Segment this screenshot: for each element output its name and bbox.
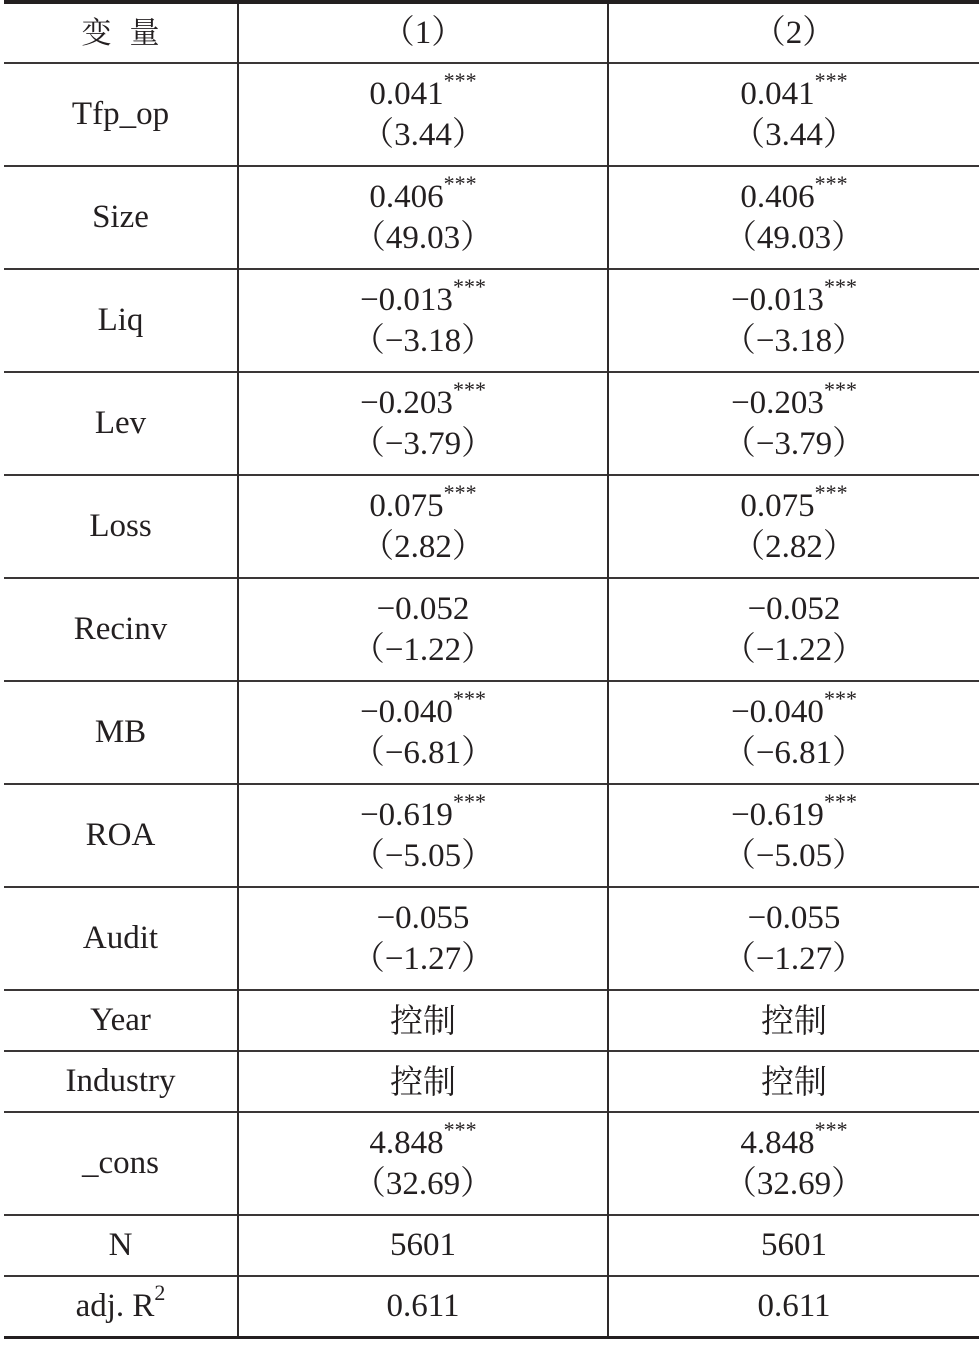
- coefficient: 4.848***: [740, 1116, 848, 1161]
- coefficient: −0.055: [747, 899, 841, 936]
- coefficient: −0.013***: [731, 273, 857, 318]
- t-statistic: （−1.22）: [722, 631, 866, 668]
- cell-col-2: [608, 578, 979, 681]
- coefficient: −0.055: [376, 899, 470, 936]
- coefficient: 0.406***: [369, 170, 477, 215]
- cell-col-1: [238, 269, 608, 372]
- cell-col-1: [238, 887, 608, 990]
- variable-name: MB: [4, 681, 238, 784]
- t-statistic: （3.44）: [361, 116, 485, 153]
- table-row: [4, 887, 979, 990]
- table-row: [4, 166, 979, 269]
- table-row: [4, 63, 979, 166]
- coefficient: 0.075***: [369, 479, 477, 524]
- t-statistic: （−3.79）: [351, 425, 495, 462]
- variable-name: Year: [4, 990, 238, 1051]
- cell-col-1: [238, 63, 608, 166]
- coefficient: −0.619***: [360, 788, 486, 833]
- coefficient: 0.041***: [369, 67, 477, 112]
- cell-col-2: [608, 681, 979, 784]
- cell-col-1: [238, 578, 608, 681]
- control-indicator: 控制: [238, 1051, 608, 1112]
- coefficient: −0.040***: [731, 685, 857, 730]
- cell-col-2: [608, 166, 979, 269]
- cell-col-2: [608, 372, 979, 475]
- t-statistic: （−3.18）: [722, 322, 866, 359]
- header-col-2: （2）: [608, 2, 979, 63]
- header-col-1: （1）: [238, 2, 608, 63]
- t-statistic: （−5.05）: [351, 837, 495, 874]
- variable-name: ROA: [4, 784, 238, 887]
- variable-name: Liq: [4, 269, 238, 372]
- cell-col-2: [608, 63, 979, 166]
- variable-name: Tfp_op: [4, 63, 238, 166]
- cell-col-2: [608, 784, 979, 887]
- t-statistic: （49.03）: [352, 219, 494, 256]
- coefficient: 0.406***: [740, 170, 848, 215]
- variable-name: Lev: [4, 372, 238, 475]
- control-indicator: 控制: [238, 990, 608, 1051]
- cell-col-1: [238, 1112, 608, 1215]
- t-statistic: （2.82）: [361, 528, 485, 565]
- t-statistic: （−6.81）: [351, 734, 495, 771]
- coefficient: −0.040***: [360, 685, 486, 730]
- variable-name: _cons: [4, 1112, 238, 1215]
- variable-name: Industry: [4, 1051, 238, 1112]
- table-row: [4, 578, 979, 681]
- coefficient: −0.013***: [360, 273, 486, 318]
- t-statistic: （−1.27）: [722, 940, 866, 977]
- variable-name: adj. $R^2$: [4, 1276, 238, 1338]
- table-row: [4, 1276, 979, 1338]
- table-row: [4, 990, 979, 1051]
- t-statistic: （32.69）: [723, 1165, 865, 1202]
- variable-name: Size: [4, 166, 238, 269]
- variable-name: Audit: [4, 887, 238, 990]
- t-statistic: （2.82）: [732, 528, 856, 565]
- control-indicator: 控制: [608, 990, 979, 1051]
- t-statistic: （49.03）: [723, 219, 865, 256]
- cell-col-1: [238, 372, 608, 475]
- t-statistic: （32.69）: [352, 1165, 494, 1202]
- adj-r-squared: 0.611: [238, 1276, 608, 1338]
- coefficient: −0.052: [376, 590, 470, 627]
- regression-table: [4, 0, 979, 1339]
- t-statistic: （−3.18）: [351, 322, 495, 359]
- cell-col-2: [608, 1112, 979, 1215]
- table-row: [4, 681, 979, 784]
- variable-name: N: [4, 1215, 238, 1276]
- control-indicator: 控制: [608, 1051, 979, 1112]
- variable-name: Recinv: [4, 578, 238, 681]
- t-statistic: （−3.79）: [722, 425, 866, 462]
- cell-col-2: [608, 269, 979, 372]
- table-row: [4, 269, 979, 372]
- header-row: [4, 2, 979, 63]
- cell-col-2: [608, 475, 979, 578]
- header-variable: 变量: [4, 2, 238, 63]
- table-row: [4, 372, 979, 475]
- coefficient: 0.041***: [740, 67, 848, 112]
- coefficient: 0.075***: [740, 479, 848, 524]
- cell-col-1: [238, 166, 608, 269]
- table-row: [4, 475, 979, 578]
- coefficient: −0.052: [747, 590, 841, 627]
- table-row: [4, 1215, 979, 1276]
- observation-count: 5601: [238, 1215, 608, 1276]
- table-row: [4, 784, 979, 887]
- t-statistic: （−1.27）: [351, 940, 495, 977]
- coefficient: −0.619***: [731, 788, 857, 833]
- t-statistic: （3.44）: [732, 116, 856, 153]
- cell-col-2: [608, 887, 979, 990]
- t-statistic: （−6.81）: [722, 734, 866, 771]
- table-row: [4, 1112, 979, 1215]
- t-statistic: （−1.22）: [351, 631, 495, 668]
- t-statistic: （−5.05）: [722, 837, 866, 874]
- coefficient: 4.848***: [369, 1116, 477, 1161]
- cell-col-1: [238, 681, 608, 784]
- table-row: [4, 1051, 979, 1112]
- coefficient: −0.203***: [360, 376, 486, 421]
- observation-count: 5601: [608, 1215, 979, 1276]
- variable-name: Loss: [4, 475, 238, 578]
- adj-r-squared: 0.611: [608, 1276, 979, 1338]
- cell-col-1: [238, 475, 608, 578]
- coefficient: −0.203***: [731, 376, 857, 421]
- cell-col-1: [238, 784, 608, 887]
